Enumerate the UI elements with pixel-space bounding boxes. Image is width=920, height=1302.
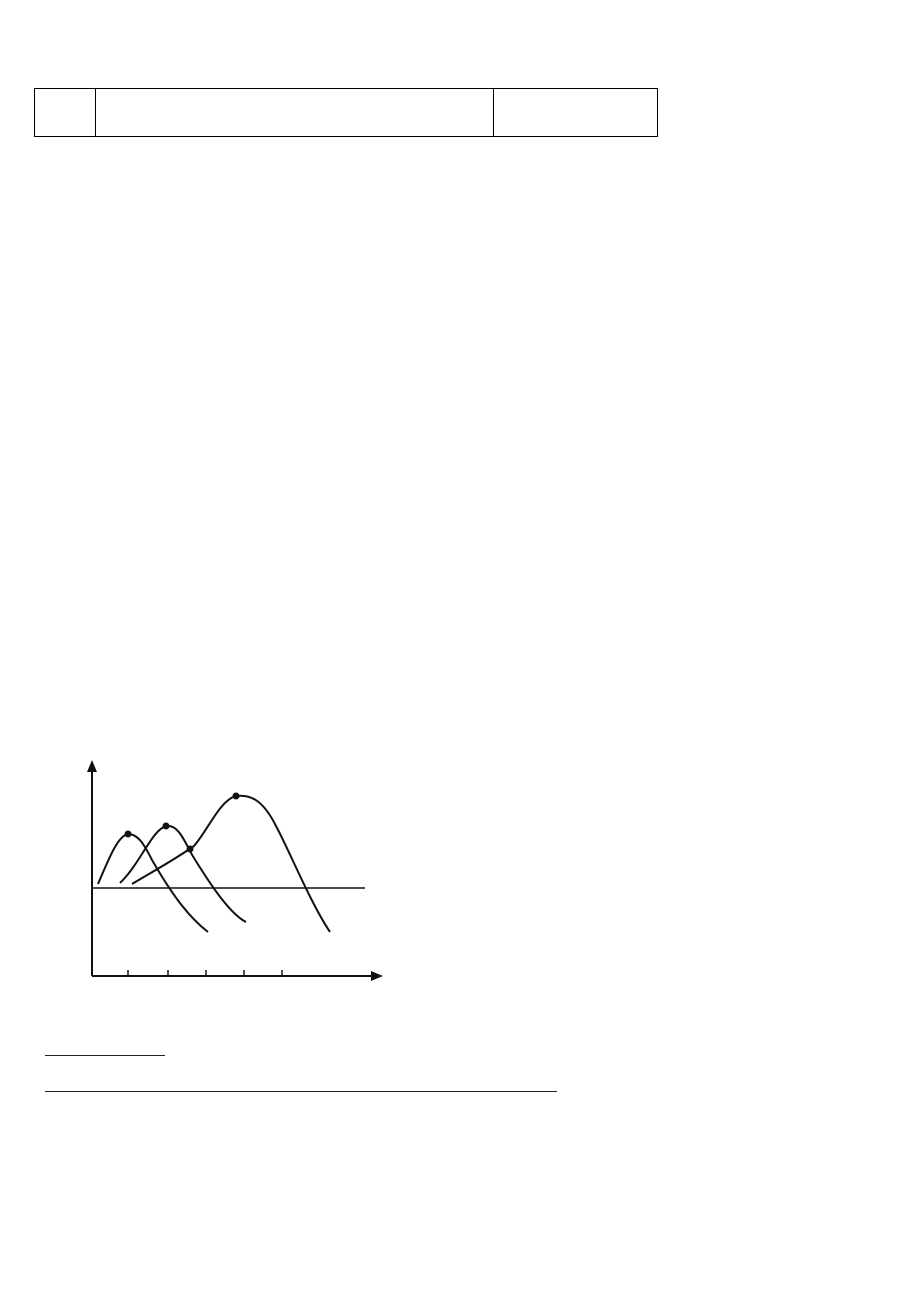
table-row	[35, 89, 658, 137]
point-a-marker	[125, 831, 132, 838]
table-cell-letter	[35, 89, 96, 137]
auxin-chart	[40, 748, 580, 1020]
table-cell-example	[96, 89, 494, 137]
answer-blank-1[interactable]	[45, 1041, 165, 1056]
q7-part1-line1	[45, 1039, 165, 1059]
table-cell-diversity	[494, 89, 658, 137]
x-axis-arrow	[371, 971, 383, 981]
options-table	[34, 88, 658, 137]
q7-part1-line2	[45, 1075, 557, 1095]
answer-blank-2[interactable]	[45, 1077, 557, 1092]
y-axis-arrow	[87, 760, 97, 772]
point-b-marker	[163, 823, 170, 830]
stem-curve	[132, 796, 330, 932]
point-d-marker	[187, 846, 194, 853]
point-c-marker	[233, 793, 240, 800]
